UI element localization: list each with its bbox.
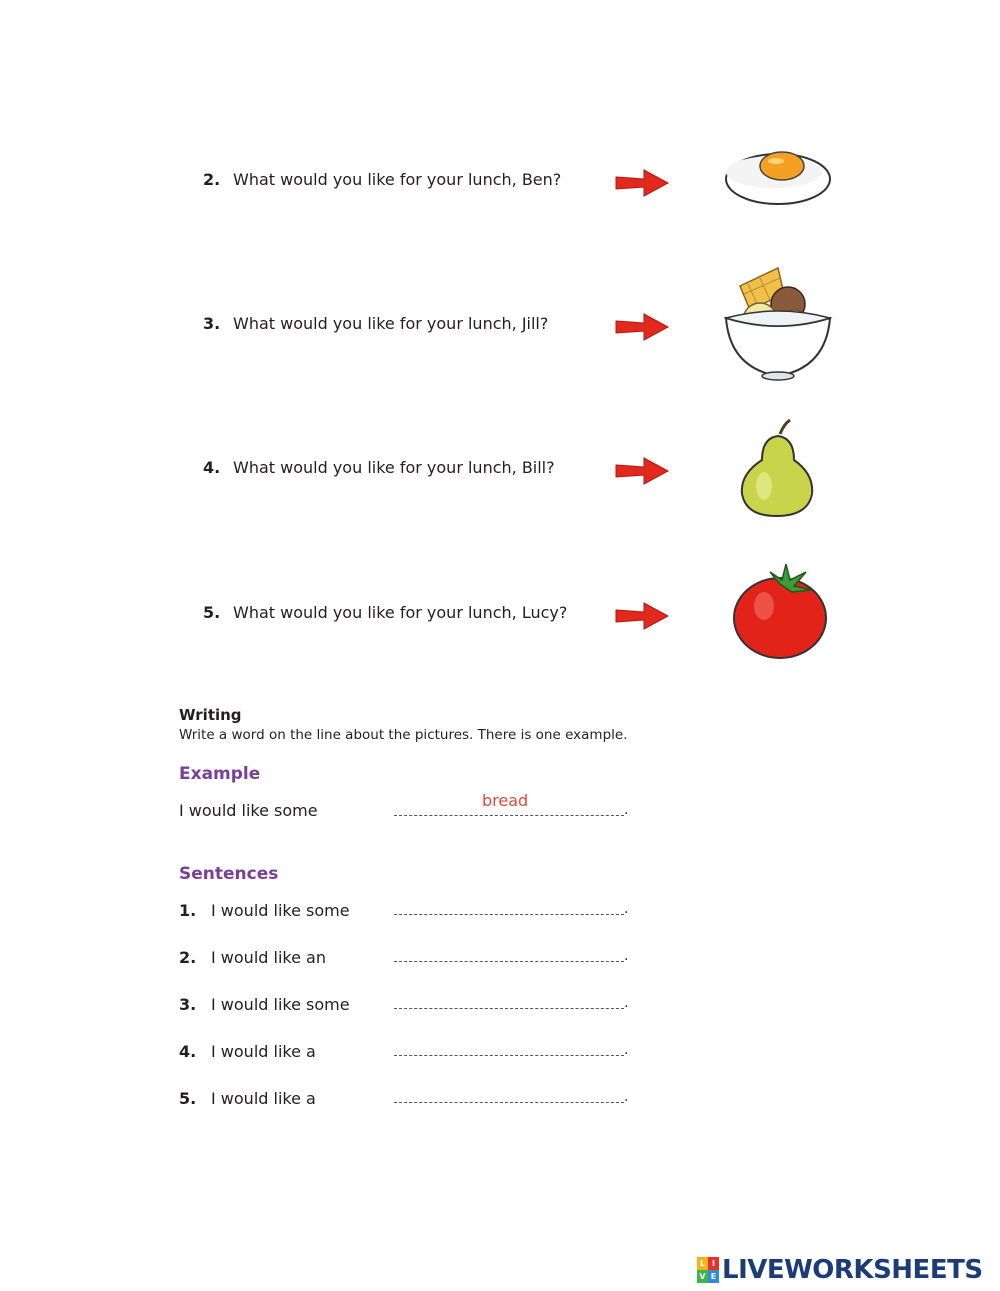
example-answer-line (394, 815, 624, 816)
writing-title: Writing (179, 706, 242, 724)
line-end-dot: . (624, 995, 629, 1011)
answer-input-line[interactable] (394, 1008, 624, 1009)
answer-input-line[interactable] (394, 1055, 624, 1056)
sentence-number: 5. (179, 1089, 197, 1108)
line-end-dot: . (624, 1042, 629, 1058)
red-arrow-icon (614, 168, 670, 198)
sentence-number: 3. (179, 995, 197, 1014)
sentence-text: I would like an (211, 948, 326, 967)
example-heading: Example (179, 764, 261, 784)
sentence-text: I would like some (211, 995, 350, 1014)
line-end-dot: . (624, 1089, 629, 1105)
question-number: 3. (203, 314, 221, 333)
question-text: What would you like for your lunch, Ben? (233, 170, 562, 189)
sentence-number: 4. (179, 1042, 197, 1061)
example-answer: bread (482, 791, 529, 810)
line-end-dot: . (624, 802, 629, 818)
answer-input-line[interactable] (394, 961, 624, 962)
liveworksheets-logo (697, 1255, 983, 1285)
sentence-number: 1. (179, 901, 197, 920)
sentences-heading: Sentences (179, 864, 279, 884)
logo-badge-icon: L I V E (697, 1257, 719, 1283)
red-arrow-icon (614, 312, 670, 342)
pear-icon (732, 416, 822, 520)
question-number: 2. (203, 170, 221, 189)
line-end-dot: . (624, 948, 629, 964)
fried-egg-icon (722, 148, 834, 210)
sentence-text: I would like a (211, 1042, 316, 1061)
writing-instructions: Write a word on the line about the pictures. There is one example. (179, 727, 628, 743)
ice-cream-bowl-icon (722, 264, 834, 382)
line-end-dot: . (624, 901, 629, 917)
answer-input-line[interactable] (394, 914, 624, 915)
sentence-text: I would like a (211, 1089, 316, 1108)
question-number: 4. (203, 458, 221, 477)
red-arrow-icon (614, 601, 670, 631)
question-text: What would you like for your lunch, Lucy? (233, 603, 568, 622)
question-text: What would you like for your lunch, Bill? (233, 458, 555, 477)
red-arrow-icon (614, 456, 670, 486)
answer-input-line[interactable] (394, 1102, 624, 1103)
question-text: What would you like for your lunch, Jill? (233, 314, 549, 333)
sentence-number: 2. (179, 948, 197, 967)
example-sentence: I would like some (179, 801, 318, 820)
question-number: 5. (203, 603, 221, 622)
sentence-text: I would like some (211, 901, 350, 920)
logo-text: LIVEWORKSHEETS (722, 1255, 983, 1285)
tomato-icon (730, 558, 834, 662)
